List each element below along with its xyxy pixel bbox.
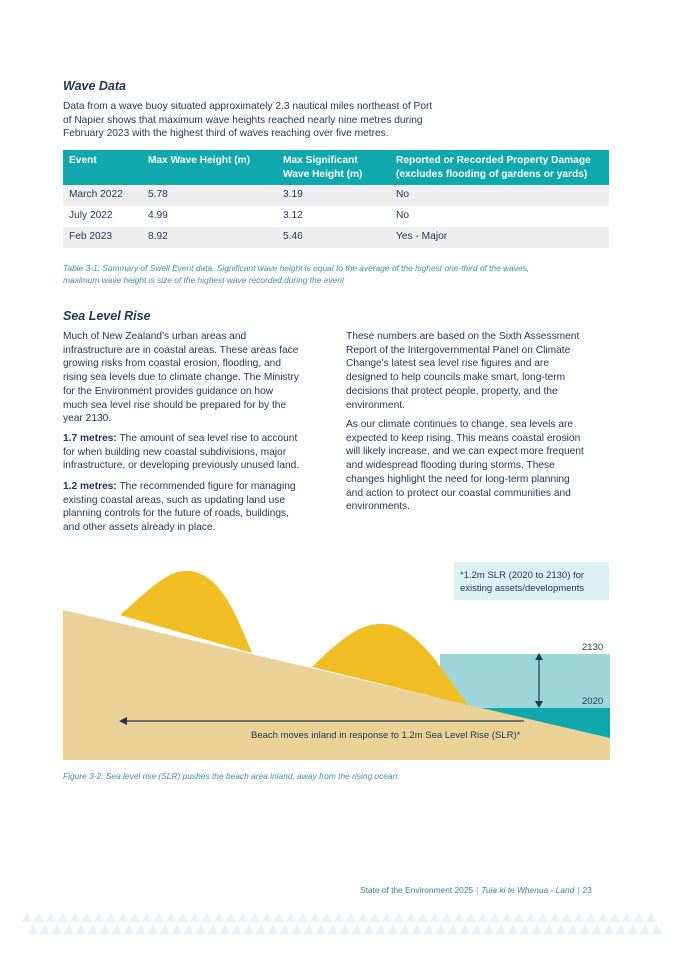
decorative-triangle <box>568 924 578 934</box>
decorative-triangle <box>112 924 122 934</box>
decorative-triangle <box>604 924 614 934</box>
slr-right-paragraph-1: These numbers are based on the Sixth Assessment Report of the Intergovernmental Panel on Climate Change's latest sea level rise figures and are designed to help councils make smart, long-term decisions that protect people, property, and the environment. <box>346 331 580 411</box>
decorative-triangle <box>646 912 656 922</box>
decorative-triangle <box>628 924 638 934</box>
decorative-triangle <box>184 924 194 934</box>
cell-max-wave: 8.92 <box>148 231 168 242</box>
footer-section: Tuia ki te Whenua - Land <box>481 885 575 895</box>
decorative-triangle <box>118 912 128 922</box>
decorative-triangle <box>244 924 254 934</box>
decorative-triangle <box>28 924 38 934</box>
decorative-triangle <box>556 924 566 934</box>
cell-damage: Yes - Major <box>396 231 448 242</box>
decorative-triangle <box>226 912 236 922</box>
decorative-triangle <box>172 924 182 934</box>
decorative-triangle <box>466 912 476 922</box>
decorative-triangle <box>148 924 158 934</box>
decorative-triangle <box>280 924 290 934</box>
decorative-triangle <box>424 924 434 934</box>
decorative-triangle <box>616 924 626 934</box>
decorative-triangle <box>640 924 650 934</box>
wave-intro-line: Data from a wave buoy situated approximately 2.3 nautical miles northeast of Port <box>63 101 433 112</box>
decorative-triangle <box>532 924 542 934</box>
decorative-triangle <box>544 924 554 934</box>
decorative-triangle <box>478 912 488 922</box>
decorative-triangle <box>580 924 590 934</box>
decorative-triangle <box>622 912 632 922</box>
decorative-triangle <box>136 924 146 934</box>
slr-right-paragraph-2: As our climate continues to change, sea levels are expected to keep rising. This means coastal erosion will likely increase, and we can expect more frequent and widespread flooding during storms. These changes highlight the need for long-term planning and action to protect our coastal communities and environments. <box>346 419 584 513</box>
decorative-triangle <box>388 924 398 934</box>
decorative-triangle <box>358 912 368 922</box>
decorative-triangle <box>46 912 56 922</box>
decorative-triangle <box>262 912 272 922</box>
decorative-triangle <box>526 912 536 922</box>
decorative-triangle <box>376 924 386 934</box>
cell-max-wave: 5.78 <box>148 189 168 200</box>
decorative-triangle <box>166 912 176 922</box>
wave-data-heading: Wave Data <box>63 79 126 93</box>
decorative-triangle <box>634 912 644 922</box>
decorative-triangle <box>304 924 314 934</box>
decorative-triangle <box>130 912 140 922</box>
decorative-triangle <box>208 924 218 934</box>
decorative-triangle <box>334 912 344 922</box>
decorative-triangle <box>58 912 68 922</box>
decorative-triangle <box>214 912 224 922</box>
decorative-triangle <box>490 912 500 922</box>
decorative-triangle <box>82 912 92 922</box>
decorative-triangle <box>52 924 62 934</box>
decorative-triangle <box>70 912 80 922</box>
decorative-triangle <box>592 924 602 934</box>
slr-note-line: existing assets/developments <box>460 583 585 594</box>
slr-note-box <box>454 562 609 600</box>
decorative-triangle <box>586 912 596 922</box>
decorative-triangle <box>124 924 134 934</box>
sea-level-rise-heading: Sea Level Rise <box>63 309 151 323</box>
decorative-triangle <box>418 912 428 922</box>
wave-intro-line: February 2023 with the highest third of waves reaching over five metres. <box>63 128 389 140</box>
decorative-triangle <box>292 924 302 934</box>
header-max-wave: Max Wave Height (m) <box>148 155 251 166</box>
decorative-triangle <box>412 924 422 934</box>
footer-document-title: State of the Environment 2025 <box>360 885 474 895</box>
decorative-triangle <box>538 912 548 922</box>
decorative-triangle <box>76 924 86 934</box>
decorative-triangle <box>160 924 170 934</box>
decorative-triangle-pattern <box>22 912 662 934</box>
page-number: 23 <box>582 885 592 895</box>
decorative-triangle <box>202 912 212 922</box>
decorative-triangle <box>370 912 380 922</box>
cell-max-significant: 3.19 <box>283 189 303 200</box>
decorative-triangle <box>598 912 608 922</box>
decorative-triangle <box>250 912 260 922</box>
slr-note-line: *1.2m SLR (2020 to 2130) for <box>460 570 585 581</box>
decorative-triangle <box>316 924 326 934</box>
decorative-triangle <box>310 912 320 922</box>
decorative-triangle <box>406 912 416 922</box>
decorative-triangle <box>328 924 338 934</box>
slr-left-paragraph-3: 1.2 metres: The recommended figure for managing existing coastal areas, such as updating land use planning controls for the future of roads, buildings, and other assets already in place. <box>63 481 296 534</box>
slr-left-paragraph-2: 1.7 metres: The amount of sea level rise to account for when building new coastal subdivisions, major infrastructure, or developing previously unused land. <box>63 433 300 472</box>
decorative-triangle <box>496 924 506 934</box>
cell-damage: No <box>396 210 410 221</box>
decorative-triangle <box>610 912 620 922</box>
cell-max-significant: 3.12 <box>283 210 303 221</box>
decorative-triangle <box>454 912 464 922</box>
decorative-triangle <box>382 912 392 922</box>
decorative-triangle <box>550 912 560 922</box>
figure-caption: Figure 3-2: Sea level rise (SLR) pushes the beach area inland, away from the rising ocean. <box>63 771 400 781</box>
decorative-triangle <box>286 912 296 922</box>
decorative-triangle <box>100 924 110 934</box>
decorative-triangle <box>562 912 572 922</box>
decorative-triangle <box>508 924 518 934</box>
decorative-triangle <box>190 912 200 922</box>
decorative-triangle <box>34 912 44 922</box>
decorative-triangle <box>472 924 482 934</box>
decorative-triangle <box>652 924 662 934</box>
decorative-triangle <box>436 924 446 934</box>
decorative-triangle <box>238 912 248 922</box>
decorative-triangle <box>460 924 470 934</box>
decorative-triangle <box>274 912 284 922</box>
page-footer: State of the Environment 2025 | Tuia ki te Whenua - Land | 23 <box>360 885 592 895</box>
decorative-triangle <box>106 912 116 922</box>
decorative-triangle <box>22 912 32 922</box>
decorative-triangle <box>520 924 530 934</box>
decorative-triangle <box>340 924 350 934</box>
decorative-triangle <box>94 912 104 922</box>
decorative-triangle <box>364 924 374 934</box>
label-2130: 2130 <box>582 642 604 653</box>
decorative-triangle <box>502 912 512 922</box>
cell-damage: No <box>396 189 410 200</box>
decorative-triangle <box>256 924 266 934</box>
decorative-triangle <box>232 924 242 934</box>
decorative-triangle <box>346 912 356 922</box>
decorative-triangle <box>484 924 494 934</box>
decorative-triangle <box>196 924 206 934</box>
decorative-triangle <box>142 912 152 922</box>
decorative-triangle <box>394 912 404 922</box>
decorative-triangle <box>268 924 278 934</box>
slr-left-paragraph-1: Much of New Zealand's urban areas and infrastructure are in coastal areas. These areas face growing risks from coastal erosion, flooding, and rising sea levels due to climate change. The Ministry for the Environment provides guidance on how much sea level rise should be prepared for by the year 2130. <box>63 331 299 425</box>
decorative-triangle <box>88 924 98 934</box>
decorative-triangle <box>64 924 74 934</box>
cell-max-wave: 4.99 <box>148 210 168 221</box>
header-max-significant: Max Significant Wave Height (m) <box>283 155 363 180</box>
cell-event: Feb 2023 <box>69 231 113 242</box>
decorative-triangle <box>442 912 452 922</box>
decorative-triangle <box>154 912 164 922</box>
decorative-triangle <box>400 924 410 934</box>
decorative-triangle <box>448 924 458 934</box>
decorative-triangle <box>322 912 332 922</box>
label-2020: 2020 <box>582 696 604 707</box>
cell-event: March 2022 <box>69 189 123 200</box>
beach-moves-label: Beach moves inland in response to 1.2m Sea Level Rise (SLR)* <box>251 730 521 741</box>
header-event: Event <box>69 155 97 166</box>
table-caption: Table 3-1: Summary of Swell Event data. Significant wave height is equal to the average of the highest one-third of the waves, maximum wave height is size of the highest wave recorded during the event <box>63 263 530 285</box>
decorative-triangle <box>352 924 362 934</box>
decorative-triangle <box>514 912 524 922</box>
decorative-triangle <box>430 912 440 922</box>
decorative-triangle <box>40 924 50 934</box>
decorative-triangle <box>178 912 188 922</box>
decorative-triangle <box>220 924 230 934</box>
decorative-triangle <box>298 912 308 922</box>
wave-intro-line: of Napier shows that maximum wave heights reached nearly nine metres during <box>63 114 423 126</box>
header-property-damage: Reported or Recorded Property Damage (excludes flooding of gardens or yards) <box>396 155 591 180</box>
cell-event: July 2022 <box>69 210 113 221</box>
cell-max-significant: 5.46 <box>283 231 303 242</box>
decorative-triangle <box>574 912 584 922</box>
